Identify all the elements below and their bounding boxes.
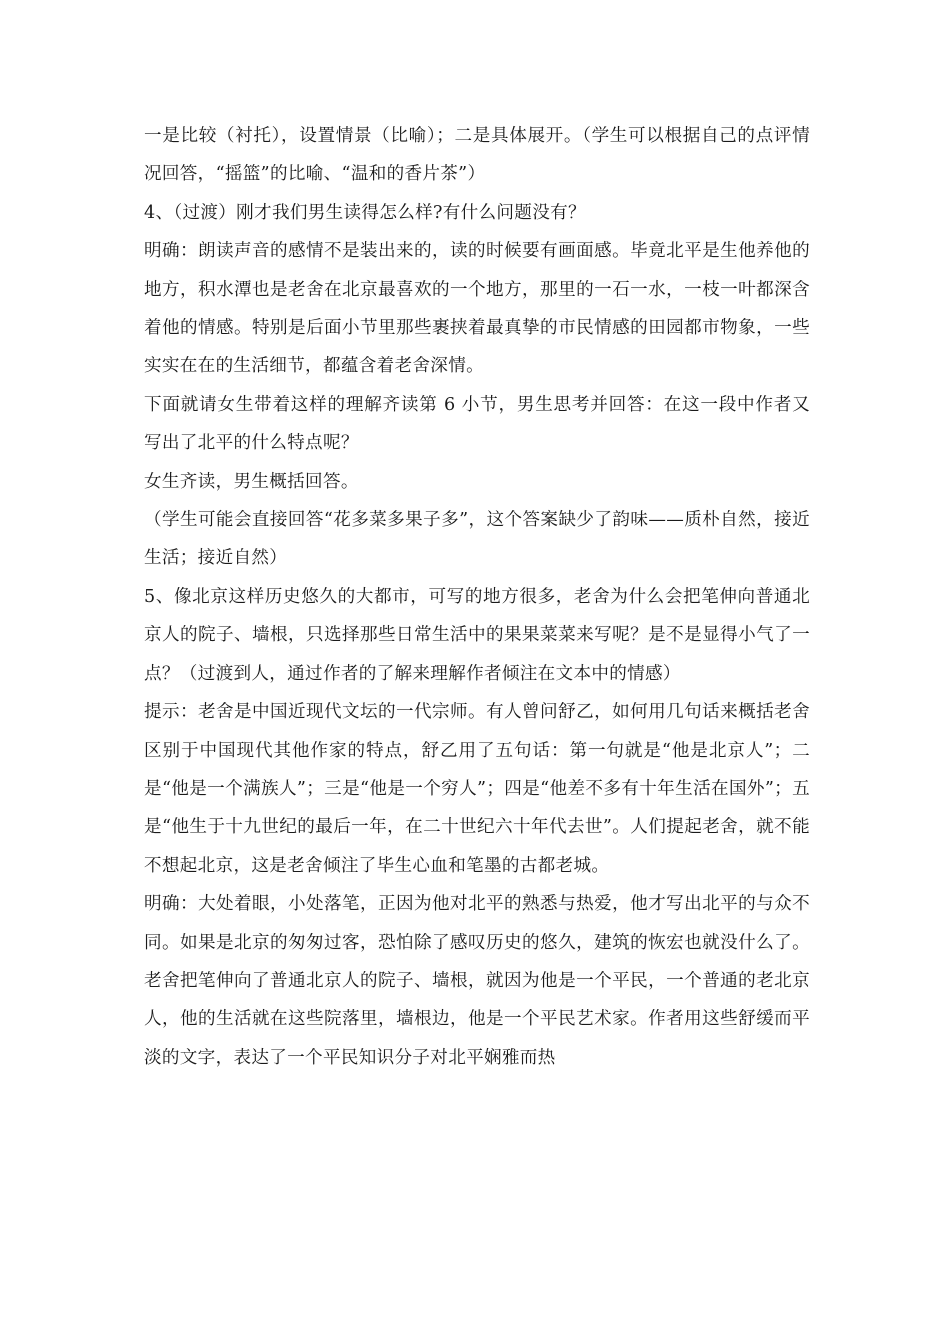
paragraph-question-4: 4、（过渡）刚才我们男生读得怎么样?有什么问题没有？ xyxy=(144,202,586,223)
paragraph-hint-lao-she: 提示：老舍是中国近现代文坛的一代宗师。有人曾问舒乙，如何用几句话来概括老舍区别于中国现代其他作家的特点，舒乙用了五句话：第一句就是“他是北京人”；二是“他是一个满族人”；三是“他是一个穷人”；四是“他差不多有十年生活在国外”；五是“他生于十九世纪的最后一年，在二十世纪六十年代去世”。人们提起老舍，就不能不想起北京，这是老舍倾注了毕生心血和笔墨的古都老城。 xyxy=(144,702,810,876)
paragraph-girls-read-section-6: 下面就请女生带着这样的理解齐读第 6 小节，男生思考并回答：在这一段中作者又写出了北平的什么特点呢？ xyxy=(144,394,810,454)
paragraph-question-5: 5、像北京这样历史悠久的大都市，可写的地方很多，老舍为什么会把笔伸向普通北京人的院子、墙根，只选择那些日常生活中的果果菜菜来写呢？是不是显得小气了一点？（过渡到人，通过作者的了解来理解作者倾注在文本中的情感） xyxy=(144,586,810,684)
paragraph-girls-read-boys-answer: 女生齐读，男生概括回答。 xyxy=(144,471,359,492)
paragraph-student-possible-answer: （学生可能会直接回答“花多菜多果子多”，这个答案缺少了韵味——质朴自然，接近生活；接近自然） xyxy=(144,510,810,569)
paragraph-answer-reading-emotion: 明确：朗读声音的感情不是装出来的，读的时候要有画面感。毕竟北平是生他养他的地方，积水潭也是老舍在北京最喜欢的一个地方，那里的一石一水，一枝一叶都深含着他的情感。特别是后面小节里那些裹挟着最真挚的市民情感的田园都市物象，一些实实在在的生活细节，都蕴含着老舍深情。 xyxy=(144,241,810,377)
document-body xyxy=(144,117,810,1077)
paragraph-comparison-methods: 一是比较（衬托），设置情景（比喻）；二是具体展开。（学生可以根据自己的点评情况回答，“摇篮”的比喻、“温和的香片茶”） xyxy=(144,126,810,185)
paragraph-answer-small-details: 明确：大处着眼，小处落笔，正因为他对北平的熟悉与热爱，他才写出北平的与众不同。如果是北京的匆匆过客，恐怕除了感叹历史的悠久，建筑的恢宏也就没什么了。老舍把笔伸向了普通北京人的院子、墙根，就因为他是一个平民，一个普通的老北京人，他的生活就在这些院落里，墙根边，他是一个平民艺术家。作者用这些舒缓而平淡的文字，表达了一个平民知识分子对北平娴雅而热 xyxy=(144,894,810,1068)
